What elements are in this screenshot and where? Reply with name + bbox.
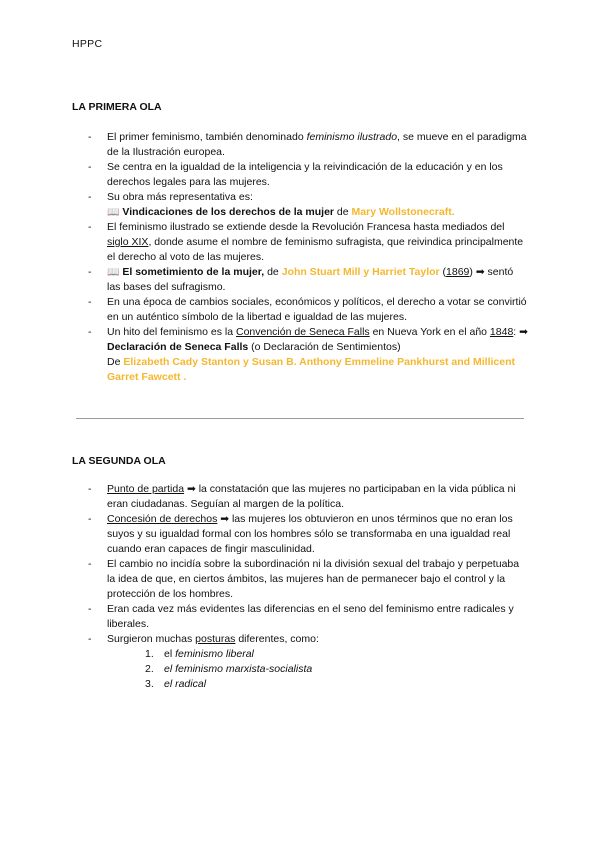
arrow-icon: ➡ (475, 266, 485, 278)
list-item: - El primer feminismo, también denominado feminismo ilustrado, se mueve en el paradigma de la Ilustración europea. (88, 130, 528, 160)
numbered-item: 3. el radical (145, 678, 207, 690)
arrow-icon: ➡ (519, 326, 528, 338)
document-header: HPPC (72, 38, 103, 50)
segunda-ola-list (88, 482, 528, 692)
numbered-item: 1. el feminismo liberal (145, 648, 254, 660)
author-name: Mary Wollstonecraft. (351, 206, 455, 218)
link-posturas[interactable]: posturas (195, 633, 236, 645)
book-icon: 📖 (107, 207, 120, 218)
book-title: El sometimiento de la mujer, (122, 266, 265, 278)
list-item: - Punto de partida ➡ la constatación que las mujeres no participaban en la vida pública ni eran ciudadanas. Seguían al margen de la política. (88, 482, 528, 512)
declaration-title: Declaración de Seneca Falls (107, 341, 249, 353)
author-name: John Stuart Mill y Harriet Taylor (281, 266, 440, 278)
link-concesion-de-derechos[interactable]: Concesión de derechos (107, 513, 218, 525)
list-item: - El feminismo ilustrado se extiende desde la Revolución Francesa hasta mediados del siglo XIX, donde asume el nombre de feminismo sufragista, que reivindica principalmente el derecho al voto de las mujeres. (88, 220, 528, 265)
list-item: - Eran cada vez más evidentes las diferencias en el seno del feminismo entre radicales y liberales. (88, 602, 528, 632)
link-punto-de-partida[interactable]: Punto de partida (107, 483, 185, 495)
list-item: - Su obra más representativa es: 📖 Vindicaciones de los derechos de la mujer de Mary Wollstonecraft. (88, 190, 528, 220)
section-title-segunda-ola: LA SEGUNDA OLA (72, 455, 166, 467)
arrow-icon: ➡ (184, 483, 199, 495)
section-title-primera-ola: LA PRIMERA OLA (72, 101, 162, 113)
link-seneca-falls[interactable]: Convención de Seneca Falls (235, 326, 370, 338)
link-year-1848[interactable]: 1848 (489, 326, 514, 338)
list-item: - El cambio no incidía sobre la subordinación ni la división sexual del trabajo y perpetuaba la idea de que, en ciertos ámbitos, las mujeres han de permanecer bajo el control y la protección de los hombres. (88, 557, 528, 602)
list-item: - Concesión de derechos ➡ las mujeres los obtuvieron en unos términos que no eran los suyos y su igualdad formal con los hombres sólo se transformaba en una igualdad real cuando eran capaces de fingir masculinidad. (88, 512, 528, 557)
list-item: - Surgieron muchas posturas diferentes, como: 1. el feminismo liberal 2. el feminismo marxista-socialista 3. el radical (88, 632, 528, 692)
link-siglo-xix[interactable]: siglo XIX (107, 236, 149, 248)
book-icon: 📖 (107, 267, 120, 278)
book-title: Vindicaciones de los derechos de la mujer (122, 206, 335, 218)
link-year-1869[interactable]: 1869 (446, 266, 470, 278)
primera-ola-list (88, 130, 528, 385)
author-name: Elizabeth Cady Stanton y Susan B. Anthony Emmeline Pankhurst and Millicent Garret Fawcett . (107, 356, 516, 383)
list-item: - Un hito del feminismo es la Convención de Seneca Falls en Nueva York en el año 1848: ➡ Declaración de Seneca Falls (o Declaración de Sentimientos) De Elizabeth Cady Stanton y Susan B. Anthony Emmeline Pankhurst and Millicent Garret Fawcett . (88, 325, 528, 385)
section-divider (76, 418, 524, 419)
numbered-item: 2. el feminismo marxista-socialista (145, 663, 313, 675)
list-item: - Se centra en la igualdad de la inteligencia y la reivindicación de la educación y en los derechos legales para las mujeres. (88, 160, 528, 190)
emphasis-text: feminismo ilustrado (306, 131, 398, 143)
list-item: - 📖 El sometimiento de la mujer, de John Stuart Mill y Harriet Taylor (1869) ➡ sentó las bases del sufragismo. (88, 265, 528, 295)
list-item: - En una época de cambios sociales, económicos y políticos, el derecho a votar se convirtió en un auténtico símbolo de la libertad e igualdad de las mujeres. (88, 295, 528, 325)
arrow-icon: ➡ (217, 513, 232, 525)
postures-list (107, 647, 528, 692)
